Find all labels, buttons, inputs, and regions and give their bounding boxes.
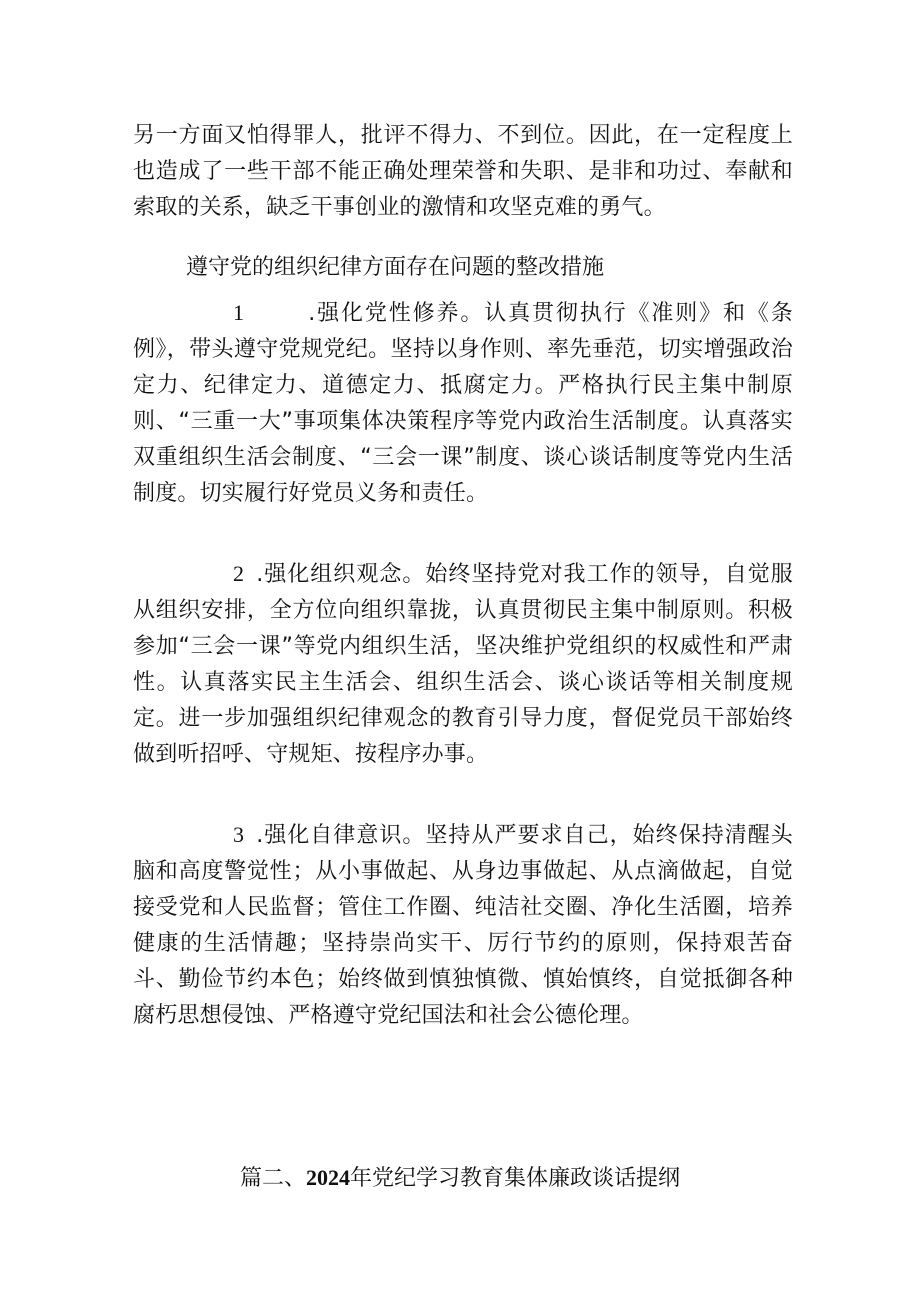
measure-text-2: .强化组织观念。始终坚持党对我工作的领导，自觉服从组织安排，全方位向组织靠拢，认真贯彻民主集中制原则。积极参加“三会一课”等党内组织生活，坚决维护党组织的权威性和严肃性。认真落实民主生活会、组织生活会、谈心谈话等相关制度规定。进一步加强组织纪律观念的教育引导力度，督促党员干部始终做到听招呼、守规矩、按程序办事。 xyxy=(133,562,793,767)
measure-number-3: 3 xyxy=(233,822,245,847)
title-prefix: 篇二、 xyxy=(239,1166,306,1191)
measure-text-3: .强化自律意识。坚持从严要求自己，始终保持清醒头脑和高度警觉性；从小事做起、从身边事做起、从点滴做起，自觉接受党和人民监督；管住工作圈、纯洁社交圈、净化生活圈，培养健康的生活情趣；坚持崇尚实干、厉行节约的原则，保持艰苦奋斗、勤俭节约本色；始终做到慎独慎微、慎始慎终，自觉抵御各种腐朽思想侵蚀、严格遵守党纪国法和社会公德伦理。 xyxy=(133,823,793,1028)
measure-number-2: 2 xyxy=(233,561,245,586)
measure-item-3 xyxy=(133,817,793,1034)
title-year: 2024 xyxy=(306,1165,350,1190)
measure-item-1 xyxy=(133,295,793,512)
measure-item-2 xyxy=(133,556,793,773)
measure-number-1: 1 xyxy=(233,300,245,325)
title-suffix: 年党纪学习教育集体廉政谈话提纲 xyxy=(350,1166,681,1191)
next-article-title xyxy=(0,1160,920,1197)
section-heading: 遵守党的组织纪律方面存在问题的整改措施 xyxy=(186,255,605,280)
intro-paragraph: 另一方面又怕得罪人，批评不得力、不到位。因此，在一定程度上也造成了一些干部不能正确处理荣誉和失职、是非和功过、奉献和索取的关系，缺乏干事创业的激情和攻坚克难的勇气。 xyxy=(133,123,793,220)
measure-text-1: .强化党性修养。认真贯彻执行《准则》和《条例》，带头遵守党规党纪。坚持以身作则、率先垂范，切实增强政治定力、纪律定力、道德定力、抵腐定力。严格执行民主集中制原则、“三重一大”事项集体决策程序等党内政治生活制度。认真落实双重组织生活会制度、“三会一课”制度、谈心谈话制度等党内生活制度。切实履行好党员义务和责任。 xyxy=(133,301,793,506)
